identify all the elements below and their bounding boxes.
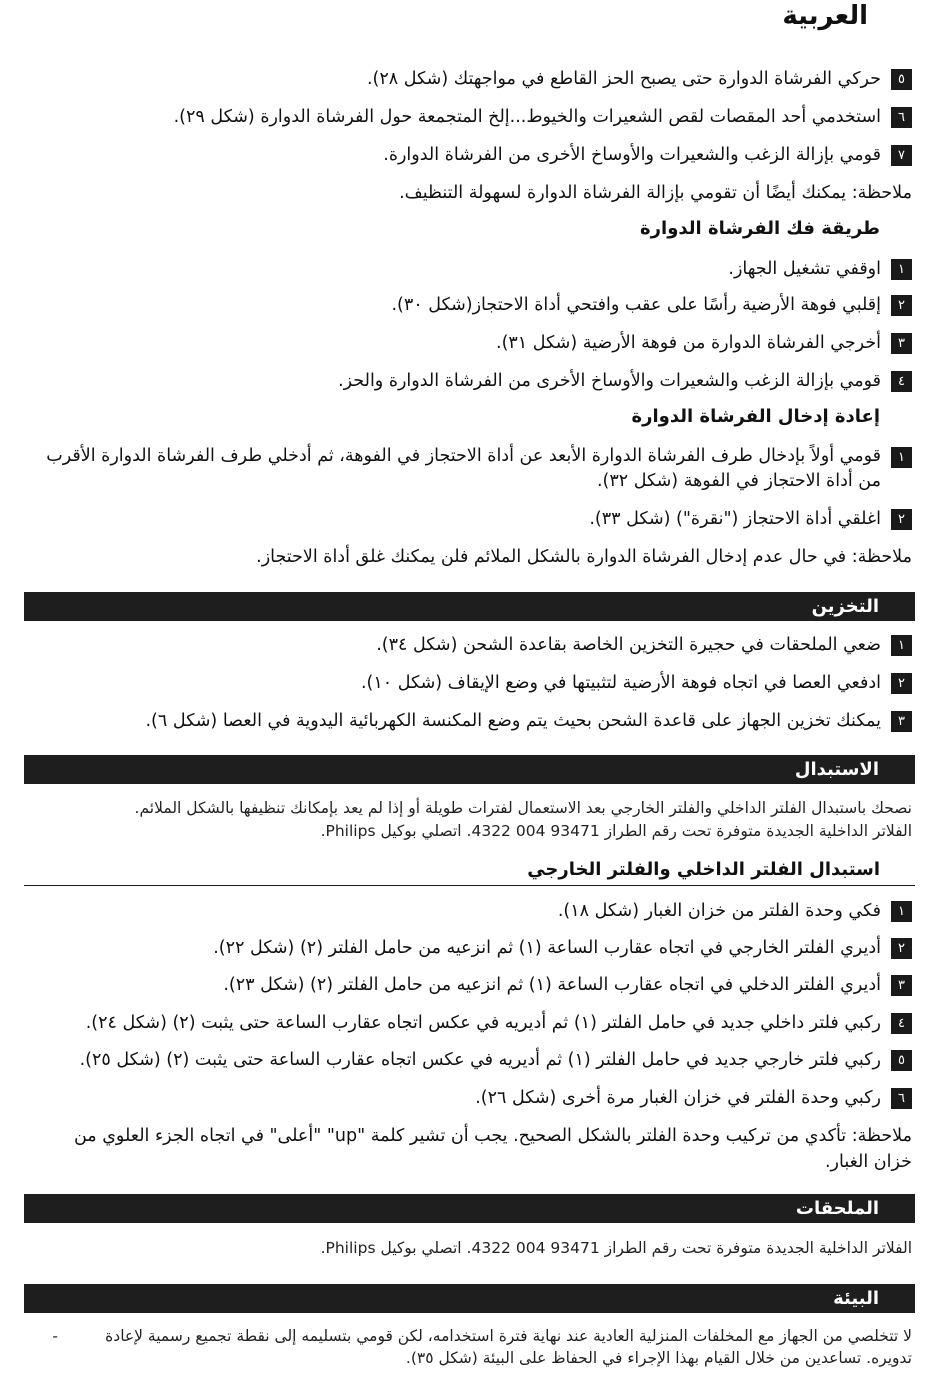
- note: ملاحظة: يمكنك أيضًا أن تقومي بإزالة الفرشاة الدوارة لسهولة التنظيف.: [399, 183, 912, 203]
- paragraph: نصحك باستبدال الفلتر الداخلي والفلتر الخارجي بعد الاستعمال لفترات طويلة أو إذا لم يعد بإمكانك تنظيفها بالشكل الملائم.: [134, 799, 912, 817]
- detach-step: [496, 330, 912, 356]
- step-number: ١: [891, 447, 912, 468]
- storage-step: [361, 670, 912, 696]
- step-text: حركي الفرشاة الدوارة حتى يصبح الحز القاطع في مواجهتك (شكل ٢٨).: [366, 69, 881, 89]
- step-number: ٥: [891, 1050, 912, 1071]
- step-text: يمكنك تخزين الجهاز على قاعدة الشحن بحيث يتم وضع المكنسة الكهربائية اليدوية في العصا (شكل ٦).: [145, 711, 881, 731]
- paragraph: لا تتخلصي من الجهاز مع المخلفات المنزلية العادية عند نهاية فترة استخدامه، لكن قومي بتسليمه إلى نقطة تجميع رسمية لإعادة تدويره. تساعدين من خلال القيام بهذا الإجراء في الحفاظ على البيئة (شكل ٣٥).: [105, 1327, 912, 1367]
- step-number: ١: [891, 901, 912, 922]
- step-text: فكي وحدة الفلتر من خزان الغبار (شكل ١٨).: [557, 901, 881, 921]
- section-subtitle: استبدال الفلتر الداخلي والفلتر الخارجي: [527, 859, 880, 880]
- cleaning-step: [383, 142, 912, 168]
- storage-step: [145, 708, 912, 734]
- step-text: قومي أولاً بإدخال طرف الفرشاة الدوارة الأبعد عن أداة الاحتجاز في الفوهة، ثم أدخلي طرف الفرشاة الدوارة الأقرب من أداة الاحتجاز في الفوهة (شكل ٣٢).: [46, 446, 881, 491]
- replacement-step: [475, 1085, 912, 1111]
- note: ملاحظة: في حال عدم إدخال الفرشاة الدوارة بالشكل الملائم فلن يمكنك غلق أداة الاحتجاز.: [256, 547, 912, 567]
- step-text: اوقفي تشغيل الجهاز.: [728, 259, 881, 279]
- step-number: ٣: [891, 975, 912, 996]
- step-text: ادفعي العصا في اتجاه فوهة الأرضية لتثبيتها في وضع الإيقاف (شكل ١٠).: [360, 673, 881, 693]
- replacement-step: [86, 1010, 912, 1036]
- step-number: ١: [891, 259, 912, 280]
- step-number: ٤: [891, 371, 912, 392]
- step-text: استخدمي أحد المقصات لقص الشعيرات والخيوط...إلخ المتجمعة حول الفرشاة الدوارة (شكل ٢٩).: [173, 107, 881, 127]
- section-header-bar: [24, 1194, 915, 1223]
- section-header-bar: [24, 592, 915, 621]
- step-number: ٢: [891, 295, 912, 316]
- replacement-step: [223, 972, 912, 998]
- reinsert-step: [589, 506, 912, 532]
- cleaning-step: [367, 66, 912, 92]
- language-header: العربية: [782, 1, 868, 31]
- step-text: أخرجي الفرشاة الدوارة من فوهة الأرضية (شكل ٣١).: [496, 333, 881, 353]
- storage-step: [376, 632, 912, 658]
- step-number: ٥: [891, 69, 912, 90]
- section-subtitle: إعادة إدخال الفرشاة الدوارة: [631, 406, 880, 427]
- bullet-dash: -: [52, 1327, 58, 1345]
- step-number: ٦: [891, 1088, 912, 1109]
- step-text: ركبي وحدة الفلتر في خزان الغبار مرة أخرى (شكل ٢٦).: [475, 1088, 881, 1108]
- step-text: ضعي الملحقات في حجيرة التخزين الخاصة بقاعدة الشحن (شكل ٣٤).: [376, 635, 881, 655]
- step-number: ٢: [891, 673, 912, 694]
- step-number: ٣: [891, 333, 912, 354]
- step-number: ٢: [891, 509, 912, 530]
- cleaning-step: [174, 104, 912, 130]
- step-text: إقلبي فوهة الأرضية رأسًا على عقب وافتحي أداة الاحتجاز(شكل ٣٠).: [391, 295, 881, 315]
- detach-step: [728, 256, 912, 282]
- detach-step: [338, 368, 912, 394]
- step-text: ركبي فلتر خارجي جديد في حامل الفلتر (١) ثم أديريه في عكس اتجاه عقارب الساعة حتى يثبت (٢) (شكل ٢٥).: [79, 1050, 881, 1070]
- step-number: ٤: [891, 1013, 912, 1034]
- replacement-step: [80, 1047, 912, 1073]
- step-number: ٧: [891, 145, 912, 166]
- paragraph: الفلاتر الداخلية الجديدة متوفرة تحت رقم الطراز 93471 004 4322. اتصلي بوكيل Philips.: [320, 1239, 912, 1257]
- section-title: الملحقات: [795, 1198, 879, 1219]
- section-title: الاستبدال: [794, 759, 879, 780]
- step-text: أديري الفلتر الدخلي في اتجاه عقارب الساعة (١) ثم انزعيه من حامل الفلتر (٢) (شكل ٢٣).: [223, 975, 881, 995]
- section-title: البيئة: [833, 1288, 879, 1309]
- replacement-step: [213, 935, 912, 961]
- list-item: [30, 1325, 912, 1369]
- step-text: أديري الفلتر الخارجي في اتجاه عقارب الساعة (١) ثم انزعيه من حامل الفلتر (٢) (شكل ٢٢).: [213, 938, 881, 958]
- reinsert-step: [26, 444, 912, 494]
- section-header-bar: [24, 755, 915, 784]
- step-text: قومي بإزالة الزغب والشعيرات والأوساخ الأخرى من الفرشاة الدوارة.: [383, 145, 881, 165]
- step-text: ركبي فلتر داخلي جديد في حامل الفلتر (١) ثم أديريه في عكس اتجاه عقارب الساعة حتى يثبت (٢) (شكل ٢٤).: [85, 1013, 881, 1033]
- step-number: ٢: [891, 938, 912, 959]
- step-number: ٣: [891, 711, 912, 732]
- replacement-step: [558, 898, 912, 924]
- detach-step: [391, 292, 912, 318]
- step-text: قومي بإزالة الزغب والشعيرات والأوساخ الأخرى من الفرشاة الدوارة والحز.: [338, 371, 881, 391]
- step-number: ٦: [891, 107, 912, 128]
- step-text: اغلقي أداة الاحتجاز ("نقرة") (شكل ٣٣).: [589, 509, 881, 529]
- section-header-bar: [24, 1284, 915, 1313]
- paragraph: الفلاتر الداخلية الجديدة متوفرة تحت رقم الطراز 93471 004 4322. اتصلي بوكيل Philips.: [320, 822, 912, 840]
- note: ملاحظة: تأكدي من تركيب وحدة الفلتر بالشكل الصحيح. يجب أن تشير كلمة "up" "أعلى" في اتجاه الجزء العلوي من خزان الغبار.: [73, 1126, 912, 1172]
- step-number: ١: [891, 635, 912, 656]
- divider: [24, 885, 915, 886]
- section-title: التخزين: [811, 596, 879, 617]
- section-subtitle: طريقة فك الفرشاة الدوارة: [640, 218, 880, 239]
